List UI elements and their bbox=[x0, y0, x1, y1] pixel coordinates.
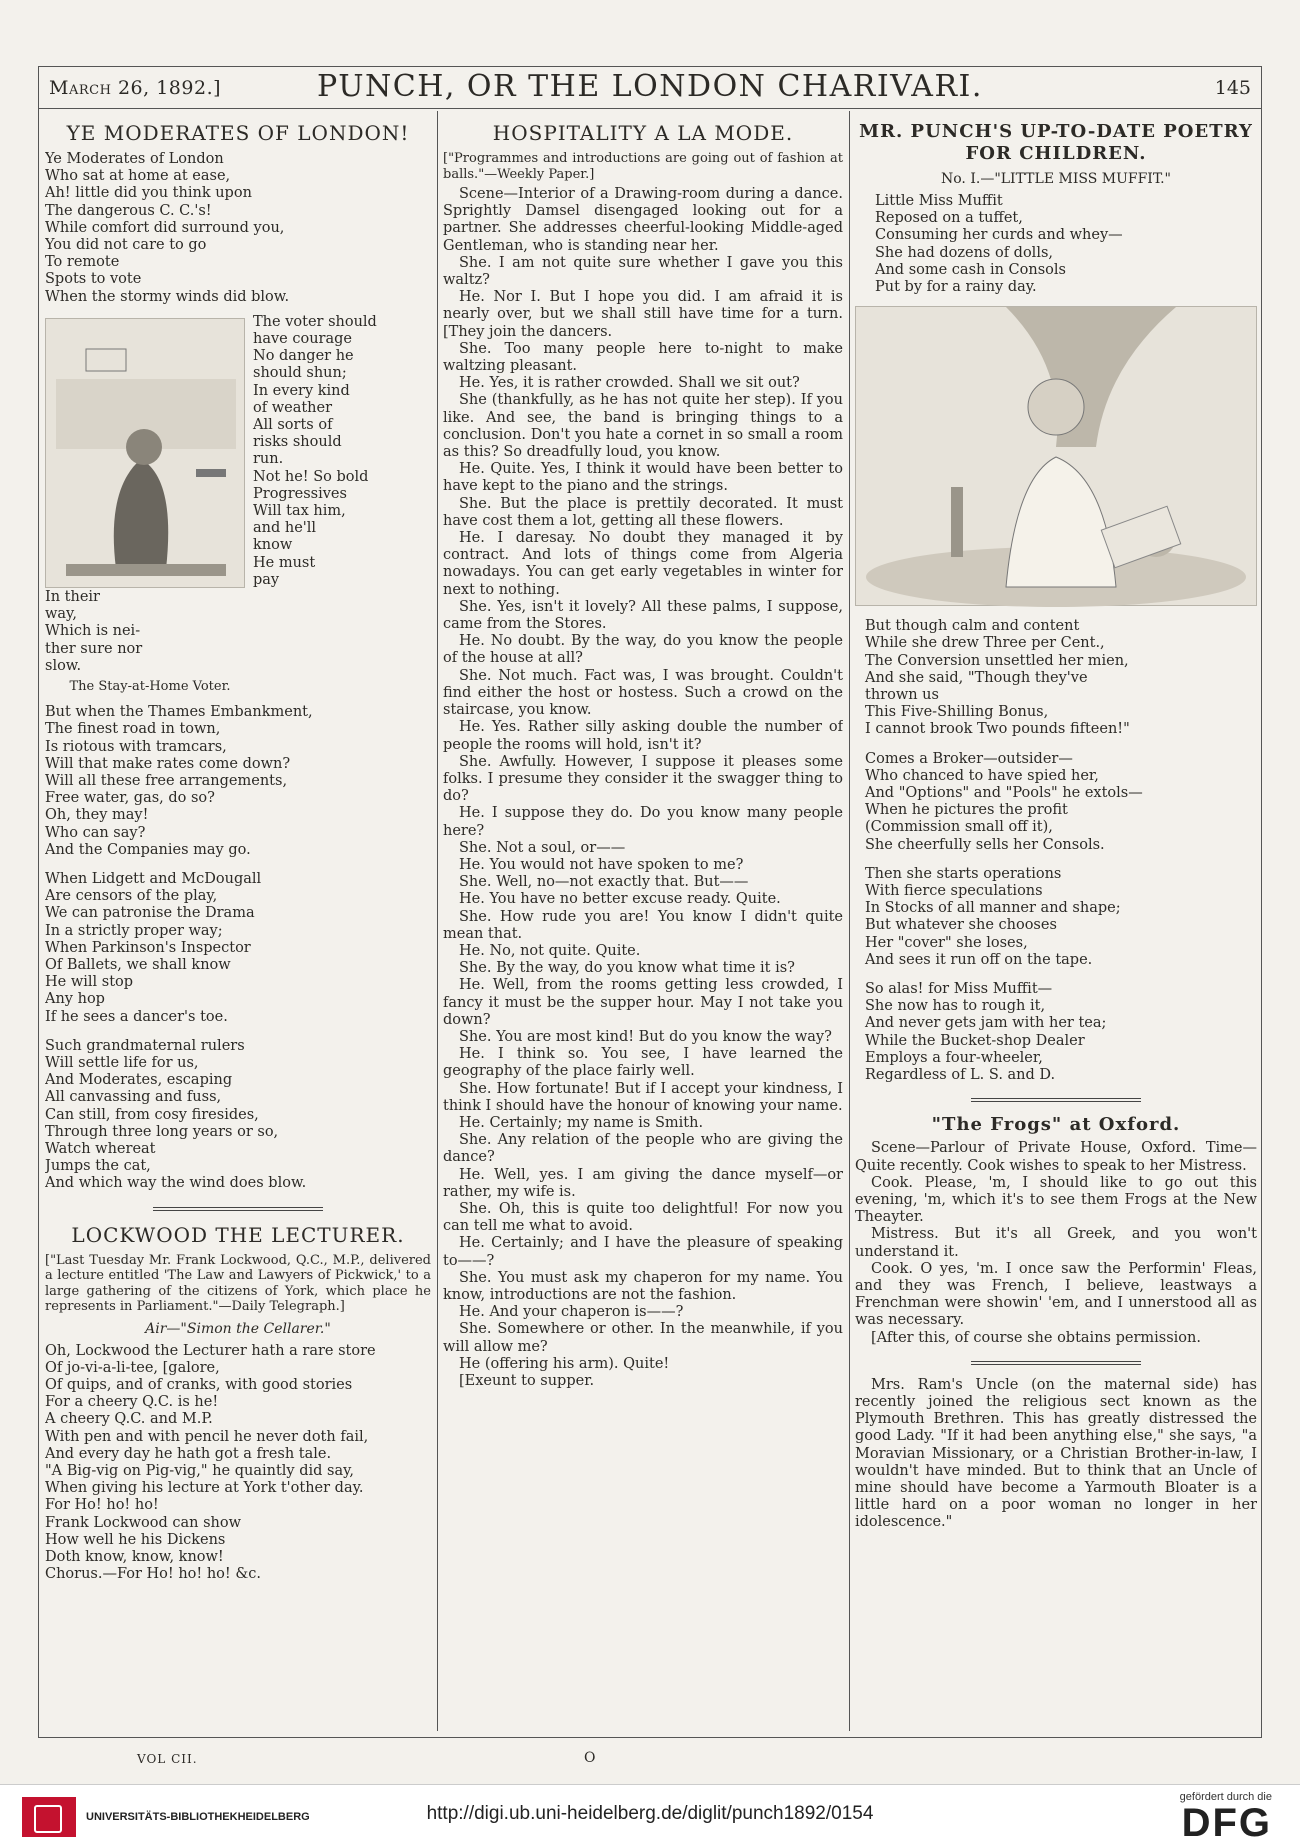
text-line: With pen and with pencil he never doth fail, bbox=[45, 1428, 369, 1445]
paragraph: Scene—Interior of a Drawing-room during a dance. Sprightly Damsel disengaged looking out for a partner. She addresses cheerful-looking Middle-aged Gentleman, who is standing near her. bbox=[443, 186, 843, 254]
text-line: He will stop bbox=[45, 974, 134, 991]
text-line: run. bbox=[253, 451, 284, 468]
text-line: She now has to rough it, bbox=[865, 998, 1046, 1015]
miss-muffit-illustration bbox=[855, 306, 1257, 606]
text-line: Frank Lockwood can show bbox=[45, 1514, 242, 1531]
poem-stanza bbox=[45, 871, 431, 1026]
column-rule bbox=[849, 111, 850, 1731]
text-line: Who sat at home at ease, bbox=[45, 168, 231, 185]
text-line: Then she starts operations bbox=[865, 865, 1062, 882]
poem-title: MR. PUNCH'S UP-TO-DATE POETRY FOR CHILDREN. bbox=[859, 121, 1253, 164]
text-line: So alas! for Miss Muffit— bbox=[865, 981, 1053, 998]
poem-stanza bbox=[45, 704, 431, 859]
paragraph: She. Yes, isn't it lovely? All these palms, I suppose, came from the Stores. bbox=[443, 598, 843, 633]
volume-number: VOL CII. bbox=[137, 1752, 198, 1766]
text-line: But whatever she chooses bbox=[865, 917, 1057, 934]
paragraph: He. No, not quite. Quite. bbox=[459, 942, 641, 959]
text-line: Ye Moderates of London bbox=[45, 151, 224, 167]
text-line: And every day he hath got a fresh tale. bbox=[45, 1445, 332, 1462]
text-line: When giving his lecture at York t'other day. bbox=[45, 1480, 364, 1497]
paragraph: [After this, of course she obtains permission. bbox=[871, 1329, 1201, 1346]
text-line: When Parkinson's Inspector bbox=[45, 939, 251, 956]
text-line: BIBLIOTHEK bbox=[170, 1810, 238, 1823]
text-line: have courage bbox=[253, 331, 352, 348]
paragraph: She. How fortunate! But if I accept your kindness, I think I should have the honour of knowing your name. bbox=[443, 1080, 843, 1114]
text-line: Of jo-vi-a-li-tee, [galore, bbox=[45, 1359, 220, 1376]
paragraph: She. Not much. Fact was, I was brought. Couldn't find either the host or hostess. Such a crowd on the staircase, you know. bbox=[443, 667, 843, 719]
poem-stanza bbox=[855, 751, 1257, 854]
paragraph: He. Yes. Rather silly asking double the number of people the rooms will hold, isn't it? bbox=[443, 719, 843, 753]
page-number: 145 bbox=[1214, 77, 1251, 99]
section-divider bbox=[153, 1207, 323, 1211]
paragraph: She. How rude you are! You know I didn't quite mean that. bbox=[443, 908, 843, 942]
air-line: Air—"Simon the Cellarer." bbox=[145, 1320, 331, 1337]
editorial-note: ["Last Tuesday Mr. Frank Lockwood, Q.C., M.P., delivered a lecture entitled 'The Law and Lawyers of Pickwick,' to a large gathering of the citizens of York, which place he represents in Parliament."—Daily Telegraph.] bbox=[45, 1252, 431, 1315]
text-line: Watch whereat bbox=[45, 1140, 156, 1157]
text-line: UNIVERSITÄTS- bbox=[86, 1810, 171, 1823]
poem-stanza bbox=[45, 1038, 431, 1193]
paragraph: He. Well, from the rooms getting less crowded, I fancy it must be the supper hour. May I not take you down? bbox=[443, 977, 843, 1028]
paragraph: He. Certainly; and I have the pleasure of speaking to——? bbox=[443, 1235, 843, 1269]
paragraph: She. By the way, do you know what time it is? bbox=[459, 960, 795, 977]
poem-title: LOCKWOOD THE LECTURER. bbox=[71, 1222, 405, 1247]
text-line: ther sure nor bbox=[45, 640, 143, 657]
text-line: When Lidgett and McDougall bbox=[45, 870, 262, 887]
text-line: Who chanced to have spied her, bbox=[865, 767, 1099, 784]
text-line: Of Ballets, we shall know bbox=[45, 956, 231, 973]
text-line: We can patronise the Drama bbox=[45, 905, 255, 922]
paragraph: She. Awfully. However, I suppose it pleases some folks. I presume they consider it the swagger thing to do? bbox=[443, 753, 843, 805]
text-line: And sees it run off on the tape. bbox=[865, 951, 1093, 968]
text-line: While she drew Three per Cent., bbox=[865, 635, 1105, 652]
digitization-bar bbox=[0, 1784, 1300, 1846]
paragraph: She. Somewhere or other. In the meanwhile, if you will allow me? bbox=[443, 1321, 843, 1355]
text-line: And some cash in Consols bbox=[875, 261, 1066, 278]
text-line: Jumps the cat, bbox=[45, 1158, 151, 1175]
paragraph: He. And your chaperon is——? bbox=[459, 1304, 684, 1321]
text-line: know bbox=[253, 537, 293, 554]
text-line: Comes a Broker—outsider— bbox=[865, 750, 1073, 767]
dialogue-body bbox=[443, 186, 843, 1390]
text-line: should shun; bbox=[253, 365, 347, 382]
text-line: But though calm and content bbox=[865, 618, 1080, 635]
source-url-link[interactable]: http://digi.ub.uni-heidelberg.de/diglit/punch1892/0154 bbox=[426, 1803, 874, 1824]
text-line: Can still, from cosy firesides, bbox=[45, 1106, 259, 1123]
column-rule bbox=[437, 111, 438, 1731]
paragraph: She. Too many people here to-night to make waltzing pleasant. bbox=[443, 340, 843, 375]
text-line: Spots to vote bbox=[45, 271, 142, 288]
text-line: Such grandmaternal rulers bbox=[45, 1037, 245, 1054]
poem-stanza bbox=[45, 1343, 431, 1584]
text-line: HEIDELBERG bbox=[237, 1810, 310, 1823]
text-line: slow. bbox=[45, 657, 82, 674]
text-line: Consuming her curds and whey— bbox=[875, 227, 1123, 244]
text-line: Not he! So bold bbox=[253, 468, 369, 485]
paragraph: Cook. Please, 'm, I should like to go out this evening, 'm, which it's to see them Frogs at the New Theayter. bbox=[855, 1174, 1257, 1226]
text-line: Of quips, and of cranks, with good stories bbox=[45, 1376, 353, 1393]
text-line: If he sees a dancer's toe. bbox=[45, 1008, 228, 1025]
paragraph: He. Well, yes. I am giving the dance myself—or rather, my wife is. bbox=[443, 1166, 843, 1200]
column-right bbox=[855, 121, 1257, 1721]
text-line: No danger he bbox=[253, 348, 354, 365]
paragraph: She. Oh, this is quite too delightful! For now you can tell me what to avoid. bbox=[443, 1200, 843, 1235]
text-line: Regardless of L. S. and D. bbox=[865, 1067, 1056, 1084]
text-line: He must bbox=[253, 554, 316, 571]
text-line: Her "cover" she loses, bbox=[865, 934, 1028, 951]
text-line: Which is nei- bbox=[45, 623, 141, 640]
text-line: To remote bbox=[45, 254, 120, 271]
page-header bbox=[39, 67, 1261, 109]
text-line: In every kind bbox=[253, 382, 350, 399]
paragraph: He. I daresay. No doubt they managed it by contract. And lots of things come from Algeria nowadays. You can get early vegetables in winter for next to nothing. bbox=[443, 530, 843, 598]
text-line: She cheerfully sells her Consols. bbox=[865, 836, 1105, 853]
text-line: Oh, they may! bbox=[45, 807, 149, 824]
text-line: For a cheery Q.C. is he! bbox=[45, 1394, 219, 1411]
text-line: thrown us bbox=[865, 687, 939, 704]
text-line: And "Options" and "Pools" he extols— bbox=[865, 785, 1143, 802]
sponsor-text: gefördert durch die bbox=[1179, 1791, 1272, 1803]
paragraph: She. But the place is prettily decorated. It must have cost them a lot, getting all these flowers. bbox=[443, 495, 843, 529]
illustration-caption: The Stay-at-Home Voter. bbox=[69, 679, 231, 695]
text-line: And which way the wind does blow. bbox=[45, 1175, 307, 1192]
text-line: Will tax him, bbox=[253, 503, 346, 520]
poem-stanza bbox=[855, 981, 1257, 1084]
text-line: "A Big-vig on Pig-vig," he quaintly did say, bbox=[45, 1463, 355, 1479]
section-divider bbox=[971, 1361, 1141, 1365]
article-body bbox=[855, 1140, 1257, 1346]
text-line: While the Bucket-shop Dealer bbox=[865, 1032, 1085, 1049]
text-line: You did not care to go bbox=[45, 237, 207, 254]
text-line: pay bbox=[253, 571, 280, 588]
text-line: of weather bbox=[253, 399, 333, 416]
paragraph: She. Not a soul, or—— bbox=[459, 839, 626, 856]
paragraph: He. You would not have spoken to me? bbox=[459, 856, 744, 873]
text-line: Will all these free arrangements, bbox=[45, 772, 288, 789]
paragraph: He. I think so. You see, I have learned the geography of the place fairly well. bbox=[443, 1046, 843, 1080]
text-line: Little Miss Muffit bbox=[875, 193, 1003, 209]
text-line: Progressives bbox=[253, 485, 347, 502]
text-line: All canvassing and fuss, bbox=[45, 1089, 222, 1106]
text-line: Will settle life for us, bbox=[45, 1054, 199, 1071]
paragraph: She (thankfully, as he has not quite her step). If you like. And see, the band is bringing things to a conclusion. Don't you hate a cornet in so small a room as this? So dreadfully loud, you know. bbox=[443, 392, 843, 461]
text-line: Is riotous with tramcars, bbox=[45, 738, 227, 755]
dfg-logo: DFG bbox=[1181, 1801, 1272, 1845]
poem-subtitle: No. I.—"LITTLE MISS MUFFIT." bbox=[941, 171, 1171, 187]
text-line: The voter should bbox=[253, 313, 377, 330]
paragraph: Scene—Parlour of Private House, Oxford. Time—Quite recently. Cook wishes to speak to her Mistress. bbox=[855, 1140, 1257, 1174]
text-line: And never gets jam with her tea; bbox=[865, 1015, 1107, 1032]
editorial-note: ["Programmes and introductions are going out of fashion at balls."—Weekly Paper.] bbox=[443, 151, 843, 182]
text-line: Ah! little did you think upon bbox=[45, 185, 252, 202]
column-middle bbox=[443, 121, 843, 1721]
paragraph: Mrs. Ram's Uncle (on the maternal side) has recently joined the religious sect known as the Plymouth Brethren. This has greatly distressed the good Lady. "If it had been anything else," she says, "a Moravian Missionary, or a Christian Brother-in-law, I wouldn't have minded. But to think that an Uncle of mine should have become a Yarmouth Bloater is a little hard on a poor woman no longer in her idolescence." bbox=[855, 1376, 1257, 1531]
text-line: She had dozens of dolls, bbox=[875, 244, 1054, 261]
text-line: In a strictly proper way; bbox=[45, 922, 223, 939]
text-line: Doth know, know, know! bbox=[45, 1549, 224, 1566]
illustrated-section bbox=[45, 314, 431, 694]
text-line: The Conversion unsettled her mien, bbox=[865, 652, 1129, 669]
poem-title: YE MODERATES OF LONDON! bbox=[66, 121, 410, 145]
stay-at-home-voter-illustration bbox=[45, 318, 245, 588]
text-line: With fierce speculations bbox=[865, 883, 1043, 900]
text-line: This Five-Shilling Bonus, bbox=[865, 704, 1049, 721]
text-line: The dangerous C. C.'s! bbox=[45, 202, 212, 219]
paragraph: He (offering his arm). Quite! bbox=[459, 1355, 670, 1372]
text-line: While comfort did surround you, bbox=[45, 219, 285, 236]
text-line: How well he his Dickens bbox=[45, 1531, 226, 1548]
issue-date: March 26, 1892.] bbox=[49, 77, 222, 99]
section-divider bbox=[971, 1098, 1141, 1102]
text-line: I cannot brook Two pounds fifteen!" bbox=[865, 721, 1130, 738]
text-line: When he pictures the profit bbox=[865, 802, 1068, 819]
masthead-title: PUNCH, OR THE LONDON CHARIVARI. bbox=[317, 69, 983, 104]
paragraph: He. Quite. Yes, I think it would have been better to have kept to the piano and the strings. bbox=[443, 461, 843, 495]
paragraph: She. Well, no—not exactly that. But—— bbox=[459, 874, 749, 891]
text-line: and he'll bbox=[253, 520, 317, 537]
text-line: Put by for a rainy day. bbox=[875, 279, 1037, 296]
paragraph: She. You are most kind! But do you know the way? bbox=[459, 1028, 832, 1045]
paragraph: He. No doubt. By the way, do you know the people of the house at all? bbox=[443, 633, 843, 667]
poem-stanza bbox=[45, 151, 431, 306]
paragraph: He. Certainly; my name is Smith. bbox=[459, 1114, 704, 1131]
text-line: All sorts of bbox=[253, 417, 333, 434]
text-line: But when the Thames Embankment, bbox=[45, 704, 313, 721]
paragraph: He. You have no better excuse ready. Quite. bbox=[459, 891, 781, 908]
paragraph: [Exeunt to supper. bbox=[459, 1373, 595, 1390]
text-line: The finest road in town, bbox=[45, 721, 221, 738]
text-line: Employs a four-wheeler, bbox=[865, 1049, 1043, 1066]
paragraph: He. I suppose they do. Do you know many people here? bbox=[443, 805, 843, 839]
text-line: Reposed on a tuffet, bbox=[875, 210, 1023, 227]
text-line: In their bbox=[45, 589, 100, 606]
article-title: HOSPITALITY A LA MODE. bbox=[492, 121, 794, 145]
poem-stanza bbox=[855, 618, 1257, 738]
mrs-ram-paragraph bbox=[855, 1377, 1257, 1532]
text-line: way, bbox=[45, 606, 77, 623]
text-line: And she said, "Though they've bbox=[865, 669, 1088, 686]
text-line: Oh, Lockwood the Lecturer hath a rare store bbox=[45, 1342, 376, 1359]
signature-mark: O bbox=[584, 1750, 596, 1766]
paragraph: She. You must ask my chaperon for my name. You know, introductions are not the fashion. bbox=[443, 1269, 843, 1303]
paragraph: She. I am not quite sure whether I gave you this waltz? bbox=[443, 254, 843, 289]
poem-stanza bbox=[855, 193, 1257, 296]
paragraph: Cook. O yes, 'm. I once saw the Performin' Fleas, and they was French, I believe, leastways a Frenchman were showin' 'em, and I unnerstood all as was necessary. bbox=[855, 1260, 1257, 1329]
text-line: Free water, gas, do so? bbox=[45, 790, 215, 807]
text-line: Through three long years or so, bbox=[45, 1123, 279, 1140]
text-line: And Moderates, escaping bbox=[45, 1072, 233, 1089]
paragraph: She. Any relation of the people who are giving the dance? bbox=[443, 1132, 843, 1166]
text-line: Are censors of the play, bbox=[45, 888, 218, 905]
paragraph: He. Nor I. But I hope you did. I am afraid it is nearly over, but we shall still have time for a turn. [They join the dancers. bbox=[443, 289, 843, 340]
column-left bbox=[45, 121, 431, 1721]
text-line: Any hop bbox=[45, 991, 105, 1008]
text-line: Will that make rates come down? bbox=[45, 755, 291, 772]
text-line: (Commission small off it), bbox=[865, 819, 1053, 836]
text-line: And the Companies may go. bbox=[45, 841, 251, 858]
text-line: A cheery Q.C. and M.P. bbox=[45, 1411, 213, 1428]
article-title: "The Frogs" at Oxford. bbox=[931, 1114, 1181, 1136]
sponsor-link[interactable] bbox=[1180, 1791, 1272, 1843]
newspaper-page bbox=[38, 66, 1262, 1738]
paragraph: Mistress. But it's all Greek, and you won't understand it. bbox=[855, 1226, 1257, 1260]
text-line: risks should bbox=[253, 434, 342, 451]
paragraph: He. Yes, it is rather crowded. Shall we sit out? bbox=[459, 375, 800, 392]
poem-stanza bbox=[855, 866, 1257, 969]
text-line: When the stormy winds did blow. bbox=[45, 288, 290, 305]
text-line: Who can say? bbox=[45, 824, 146, 841]
text-line: For Ho! ho! ho! bbox=[45, 1497, 159, 1514]
text-line: Chorus.—For Ho! ho! ho! &c. bbox=[45, 1566, 261, 1583]
text-line: In Stocks of all manner and shape; bbox=[865, 900, 1121, 917]
